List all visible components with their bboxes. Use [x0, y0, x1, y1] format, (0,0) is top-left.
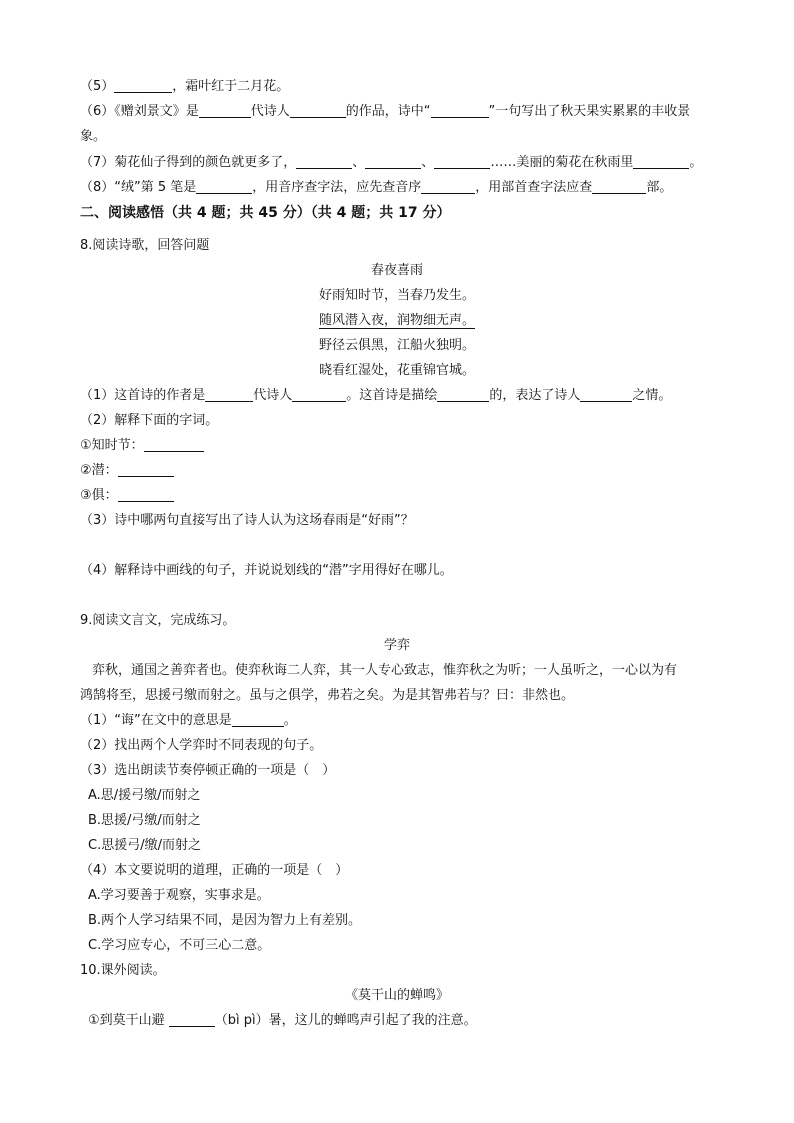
answer-blank[interactable]: [114, 78, 172, 93]
question-stem: 10.课外阅读。: [80, 963, 166, 978]
question-6: （6）《赠刘景文》是 代诗人 的作品，诗中“ ”一句写出了秋天果实累累的丰收景: [80, 104, 691, 119]
question-7: （7）菊花仙子得到的颜色就更多了， 、 、 ……美丽的菊花在秋雨里 。: [80, 155, 703, 170]
answer-blank[interactable]: [421, 179, 475, 194]
answer-blank[interactable]: [434, 154, 490, 169]
answer-blank[interactable]: [144, 437, 204, 452]
word-item: ②潜：: [80, 462, 174, 480]
passage-line: ①到莫干山避 （bì pì）暑，这儿的蝉鸣声引起了我的注意。: [88, 1013, 477, 1028]
answer-blank[interactable]: [169, 1012, 215, 1027]
answer-blank[interactable]: [592, 179, 646, 194]
option-b[interactable]: B.两个人学习结果不同，是因为智力上有差别。: [88, 913, 362, 928]
sub-question-2: （2）解释下面的字词。: [80, 413, 219, 428]
sub-question-4: （4）本文要说明的道理，正确的一项是（ ）: [80, 863, 349, 878]
answer-blank[interactable]: [365, 154, 421, 169]
section-title: 二、阅读感悟（共 4 题；共 45 分）（共 4 题；共 17 分）: [80, 205, 451, 221]
word-item: ①知时节：: [80, 437, 204, 455]
option-c[interactable]: C.思援弓/缴/而射之: [88, 838, 201, 853]
answer-blank[interactable]: [292, 387, 346, 402]
sub-question-1: （1）这首诗的作者是 代诗人 。这首诗是描绘 的，表达了诗人 之情。: [80, 388, 672, 403]
option-a[interactable]: A.思/援弓缴/而射之: [88, 788, 201, 803]
passage-title: 《莫干山的蝉鸣》: [344, 988, 449, 1003]
passage-title: 学弈: [383, 638, 410, 653]
answer-blank[interactable]: [118, 487, 174, 502]
poem-line-underlined: 随风潜入夜，润物细无声。: [318, 313, 475, 328]
answer-blank[interactable]: [431, 103, 489, 118]
question-stem: 8.阅读诗歌，回答问题: [80, 238, 210, 253]
poem-line: 野径云俱黑，江船火独明。: [318, 338, 475, 353]
answer-blank[interactable]: [205, 387, 253, 402]
sub-question-3: （3）诗中哪两句直接写出了诗人认为这场春雨是“好雨”？: [80, 513, 414, 528]
answer-blank[interactable]: [196, 179, 252, 194]
poem-line: 好雨知时节，当春乃发生。: [318, 288, 475, 303]
question-6-continued: 象。: [80, 129, 107, 144]
question-5: （5） ，霜叶红于二月花。: [80, 79, 290, 94]
answer-blank[interactable]: [437, 387, 489, 402]
answer-blank[interactable]: [296, 154, 352, 169]
question-8-fill: （8）“绒”第 5 笔是 ，用音序查字法，应先查音序 ，用部首查字法应查 部。: [80, 180, 673, 195]
sub-question-4: （4）解释诗中画线的句子，并说说划线的“潜”字用得好在哪儿。: [80, 563, 453, 578]
sub-question-1: （1）“诲”在文中的意思是 。: [80, 713, 297, 728]
option-a[interactable]: A.学习要善于观察，实事求是。: [88, 888, 270, 903]
answer-blank[interactable]: [118, 462, 174, 477]
passage-paragraph-continued: 鸿鹄将至，思援弓缴而射之。虽与之俱学，弗若之矣。为是其智弗若与？曰：非然也。: [80, 688, 575, 703]
answer-blank[interactable]: [290, 103, 346, 118]
poem-title: 春夜喜雨: [370, 263, 423, 278]
passage-paragraph: 弈秋，通国之善弈者也。使弈秋诲二人弈，其一人专心致志，惟弈秋之为听；一人虽听之，一心以为有: [92, 663, 678, 678]
word-item: ③俱：: [80, 487, 174, 505]
sub-question-2: （2）找出两个人学弈时不同表现的句子。: [80, 738, 323, 753]
answer-blank[interactable]: [580, 387, 632, 402]
question-stem: 9.阅读文言文，完成练习。: [80, 613, 236, 628]
poem-line: 晓看红湿处，花重锦官城。: [318, 363, 475, 378]
answer-blank[interactable]: [199, 103, 251, 118]
option-b[interactable]: B.思援/弓缴/而射之: [88, 813, 201, 828]
option-c[interactable]: C.学习应专心，不可三心二意。: [88, 938, 271, 953]
answer-blank[interactable]: [633, 154, 689, 169]
answer-blank[interactable]: [232, 712, 284, 727]
sub-question-3: （3）选出朗读节奏停顿正确的一项是（ ）: [80, 763, 336, 778]
